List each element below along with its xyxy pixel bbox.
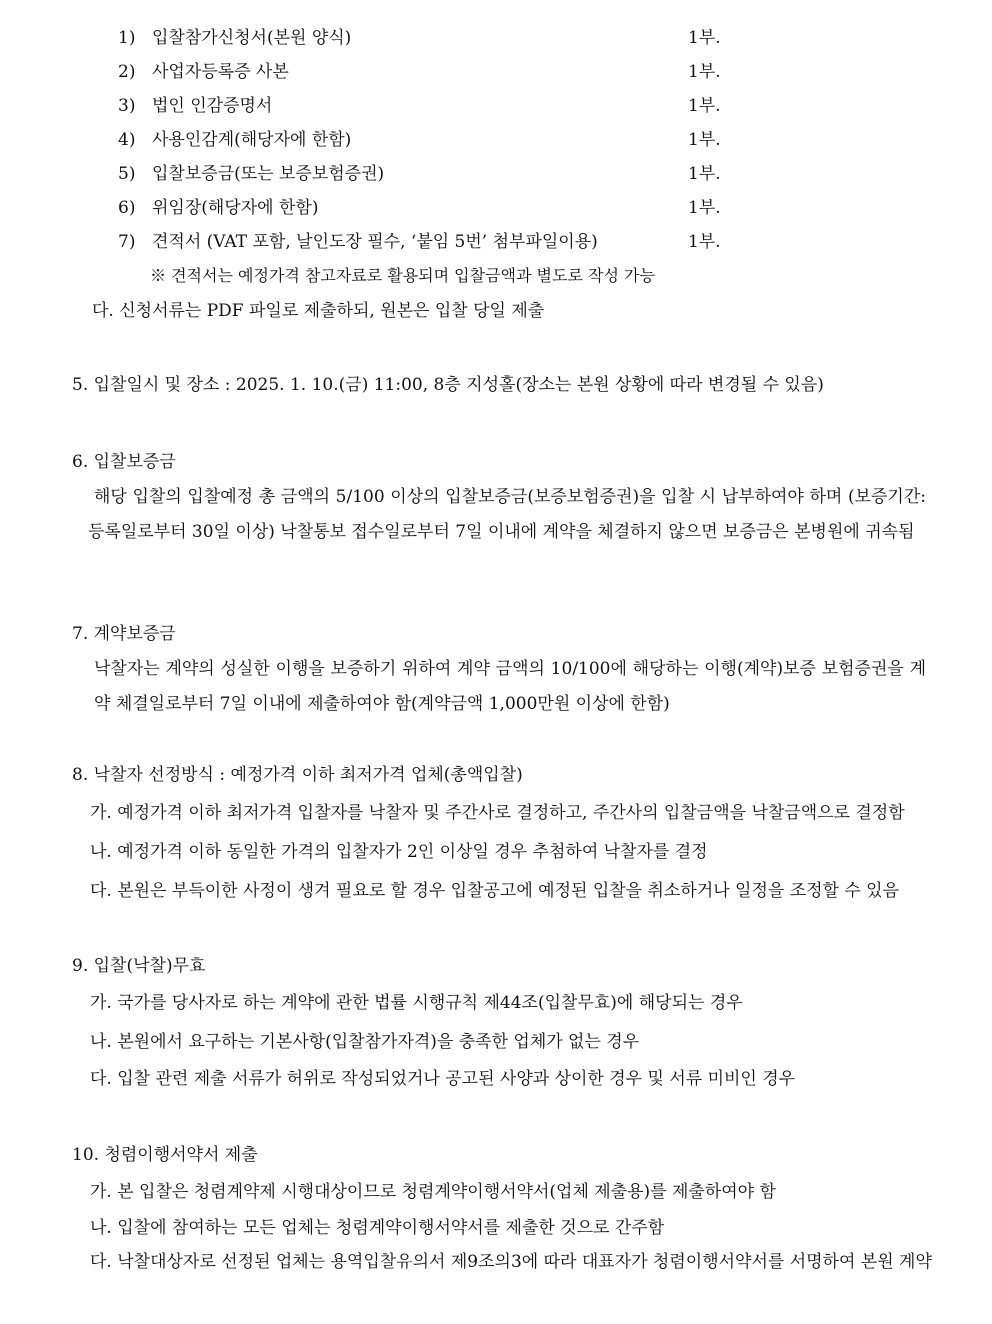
section7-heading: 7. 계약보증금 bbox=[72, 624, 176, 644]
section6-heading: 6. 입찰보증금 bbox=[72, 452, 176, 472]
doc-item-qty: 1부. bbox=[688, 232, 721, 252]
section10-heading: 10. 청렴이행서약서 제출 bbox=[72, 1145, 258, 1165]
doc-item-qty: 1부. bbox=[688, 198, 721, 218]
section9-heading: 9. 입찰(낙찰)무효 bbox=[72, 956, 206, 976]
doc-item-name: 입찰보증금(또는 보증보험증권) bbox=[152, 164, 385, 184]
section9-item-da: 다. 입찰 관련 제출 서류가 허위로 작성되었거나 공고된 사양과 상이한 경우 및 서류 미비인 경우 bbox=[90, 1069, 796, 1089]
section10-item-ga: 가. 본 입찰은 청렴계약제 시행대상이므로 청렴계약이행서약서(업체 제출용)를 제출하여야 함 bbox=[90, 1182, 776, 1202]
doc-item-name: 위임장(해당자에 한함) bbox=[152, 198, 319, 218]
doc-item-number: 4) bbox=[118, 130, 136, 150]
section8-item-na: 나. 예정가격 이하 동일한 가격의 입찰자가 2인 이상일 경우 추첨하여 낙찰자를 결정 bbox=[90, 842, 708, 862]
doc-item-number: 5) bbox=[118, 164, 136, 184]
section8-item-ga: 가. 예정가격 이하 최저가격 입찰자를 낙찰자 및 주간사로 결정하고, 주간사의 입찰금액을 낙찰금액으로 결정함 bbox=[90, 803, 905, 823]
section7-body: 낙찰자는 계약의 성실한 이행을 보증하기 위하여 계약 금액의 10/100에 해당하는 이행(계약)보증 보험증권을 계약 체결일로부터 7일 이내에 제출하여야 함(계약금액 1,000만원 이상에 한함) bbox=[94, 659, 926, 714]
doc-item-name: 사업자등록증 사본 bbox=[152, 62, 289, 82]
section9-item-ga: 가. 국가를 당사자로 하는 계약에 관한 법률 시행규칙 제44조(입찰무효)에 해당되는 경우 bbox=[90, 993, 743, 1013]
doc-item-qty: 1부. bbox=[688, 164, 721, 184]
section10-item-da: 다. 낙찰대상자로 선정된 업체는 용역입찰유의서 제9조의3에 따라 대표자가 청렴이행서약서를 서명하여 본원 계약 bbox=[90, 1252, 932, 1272]
section5-heading: 5. 입찰일시 및 장소 : 2025. 1. 10.(금) 11:00, 8층 지성홀(장소는 본원 상황에 따라 변경될 수 있음) bbox=[72, 375, 824, 395]
doc-item-number: 3) bbox=[118, 96, 136, 116]
doc-item-qty: 1부. bbox=[688, 96, 721, 116]
doc-item-number: 7) bbox=[118, 232, 136, 252]
doc-item-number: 6) bbox=[118, 198, 136, 218]
section6-body: 해당 입찰의 입찰예정 총 금액의 5/100 이상의 입찰보증금(보증보험증권)을 입찰 시 납부하여야 하며 (보증기간: 등록일로부터 30일 이상) 낙찰통보 접수일로부터 7일 이내에 계약을 체결하지 않으면 보증금은 본병원에 귀속됨 bbox=[88, 487, 926, 542]
doc-item-da: 다. 신청서류는 PDF 파일로 제출하되, 원본은 입찰 당일 제출 bbox=[92, 301, 545, 321]
doc-item-name: 견적서 (VAT 포함, 날인도장 필수, ‘붙임 5번’ 첨부파일이용) bbox=[152, 232, 598, 252]
doc-item-qty: 1부. bbox=[688, 62, 721, 82]
doc-item-name: 사용인감계(해당자에 한함) bbox=[152, 130, 352, 150]
doc-item-number: 2) bbox=[118, 62, 136, 82]
section9-item-na: 나. 본원에서 요구하는 기본사항(입찰참가자격)을 충족한 업체가 없는 경우 bbox=[90, 1032, 640, 1052]
section10-item-na: 나. 입찰에 참여하는 모든 업체는 청렴계약이행서약서를 제출한 것으로 간주함 bbox=[90, 1218, 665, 1238]
doc-item-name: 법인 인감증명서 bbox=[152, 96, 273, 116]
estimate-note: ※ 견적서는 예정가격 참고자료로 활용되며 입찰금액과 별도로 작성 가능 bbox=[150, 266, 655, 285]
doc-item-qty: 1부. bbox=[688, 130, 721, 150]
doc-item-number: 1) bbox=[118, 28, 136, 48]
section8-item-da: 다. 본원은 부득이한 사정이 생겨 필요로 할 경우 입찰공고에 예정된 입찰을 취소하거나 일정을 조정할 수 있음 bbox=[90, 881, 900, 901]
doc-item-name: 입찰참가신청서(본원 양식) bbox=[152, 28, 352, 48]
doc-item-qty: 1부. bbox=[688, 28, 721, 48]
section8-heading: 8. 낙찰자 선정방식 : 예정가격 이하 최저가격 업체(총액입찰) bbox=[72, 765, 523, 785]
